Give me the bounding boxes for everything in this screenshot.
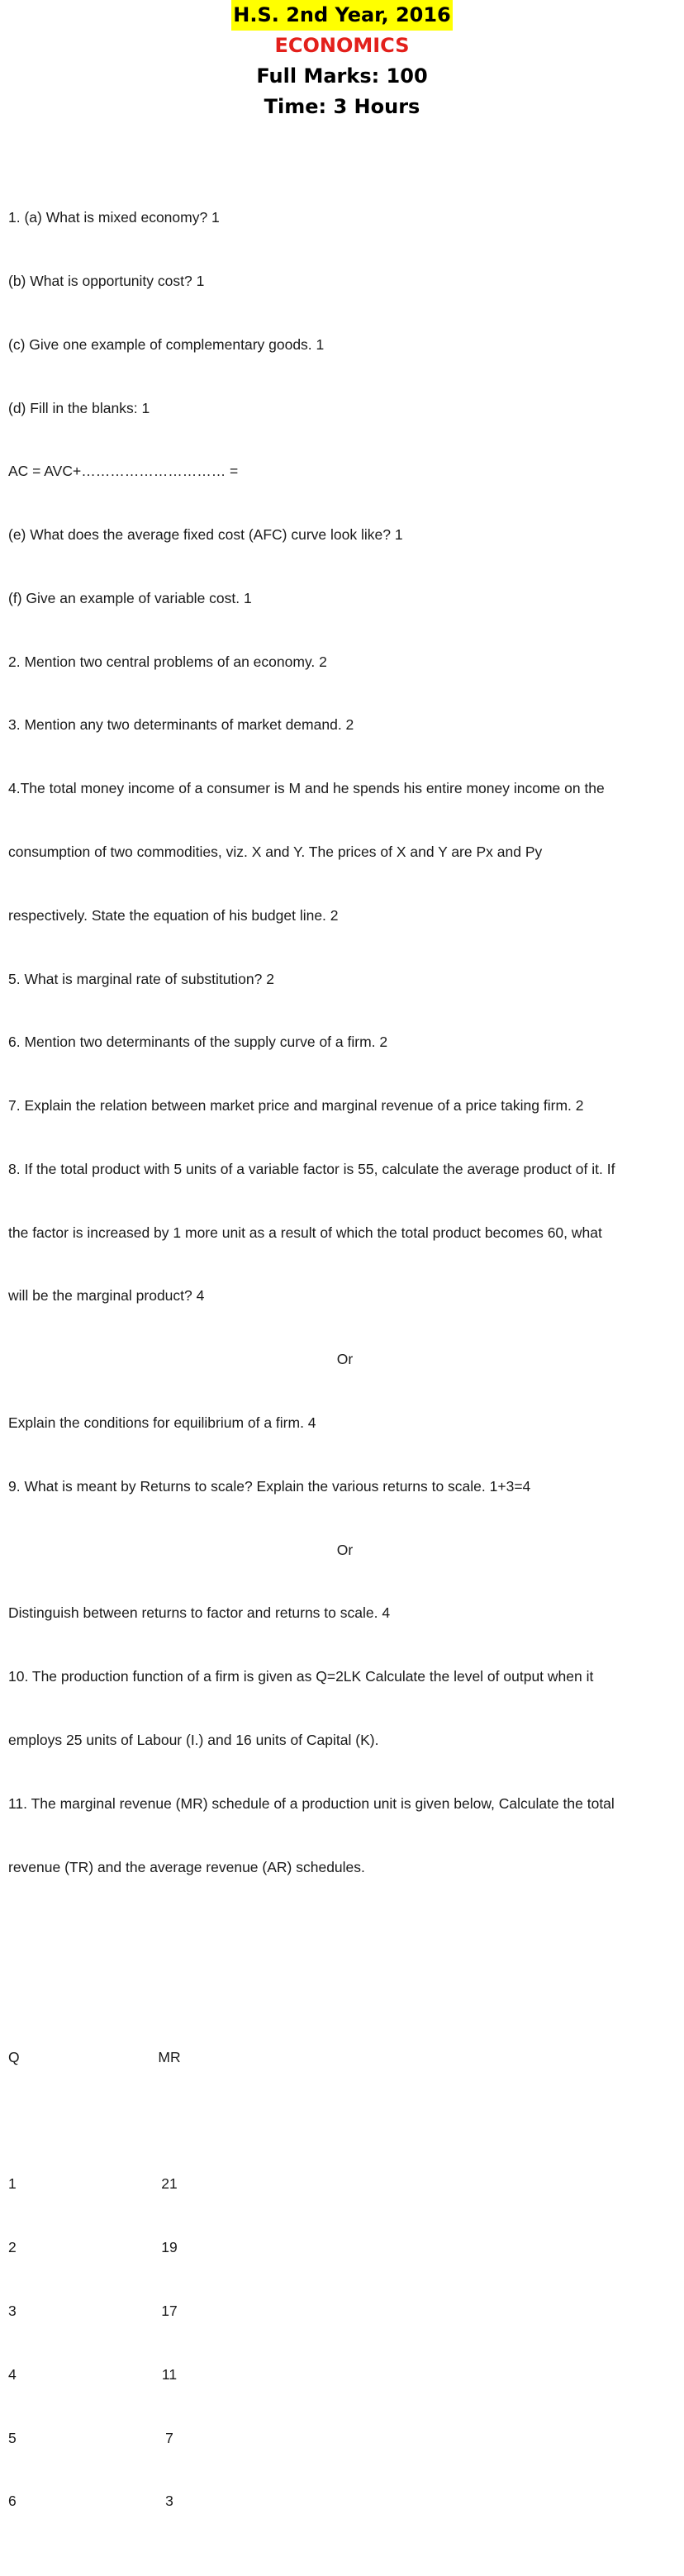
question-line: employs 25 units of Labour (I.) and 16 units of Capital (K). xyxy=(8,1731,379,1748)
q-cell: 4 xyxy=(8,2365,17,2383)
q-cell: 3 xyxy=(8,2302,17,2319)
column-header-q: Q xyxy=(8,2048,20,2065)
q-cell: 2 xyxy=(8,2239,17,2256)
question-line: 10. The production function of a firm is given as Q=2LK Calculate the level of output when it xyxy=(8,1668,594,1685)
or-separator: Or xyxy=(336,1541,354,1558)
spacer xyxy=(8,1920,682,1942)
question-line: respectively. State the equation of his budget line. 2 xyxy=(8,906,339,924)
q-cell: 5 xyxy=(8,2429,17,2446)
question-line: (c) Give one example of complementary goods. 1 xyxy=(8,335,325,353)
table-row xyxy=(8,2365,682,2386)
exam-time: Time: 3 Hours xyxy=(264,95,420,118)
table-row xyxy=(8,2301,682,2322)
table-row xyxy=(8,2428,682,2450)
question-line: 8. If the total product with 5 units of a variable factor is 55, calculate the average product of it. If xyxy=(8,1160,615,1177)
q-cell: 6 xyxy=(8,2493,17,2510)
question-line: (d) Fill in the blanks: 1 xyxy=(8,399,150,416)
question-line: Explain the conditions for equilibrium of a firm. 4 xyxy=(8,1414,316,1432)
or-separator: Or xyxy=(336,1351,354,1368)
question-line: will be the marginal product? 4 xyxy=(8,1287,205,1305)
exam-header xyxy=(0,0,684,122)
mr-cell: 19 xyxy=(161,2239,178,2256)
question-line: 6. Mention two determinants of the supply curve of a firm. 2 xyxy=(8,1034,388,1051)
full-marks: Full Marks: 100 xyxy=(256,64,428,88)
mr-schedule-table xyxy=(8,2005,682,2555)
question-line: 11. The marginal revenue (MR) schedule of a production unit is given below, Calculate the total xyxy=(8,1794,615,1812)
mr-cell: 11 xyxy=(161,2365,178,2383)
question-line: Distinguish between returns to factor and returns to scale. 4 xyxy=(8,1604,391,1622)
question-line: consumption of two commodities, viz. X and Y. The prices of X and Y are Px and Py xyxy=(8,844,543,860)
mr-cell: 17 xyxy=(161,2302,178,2319)
question-line: AC = AVC+………………………… = xyxy=(8,463,239,480)
exam-title: H.S. 2nd Year, 2016 xyxy=(231,0,453,31)
question-line: 9. What is meant by Returns to scale? Explain the various returns to scale. 1+3=4 xyxy=(8,1477,531,1495)
exam-subject: ECONOMICS xyxy=(274,34,410,57)
exam-title-line xyxy=(0,0,684,31)
question-line: 5. What is marginal rate of substitution? 2 xyxy=(8,970,274,987)
table-header-row xyxy=(8,2047,682,2069)
question-line: the factor is increased by 1 more unit as a result of which the total product becomes 60, what xyxy=(8,1224,602,1241)
question-list xyxy=(8,165,682,2576)
question-line: 3. Mention any two determinants of market demand. 2 xyxy=(8,716,354,734)
question-line: 1. (a) What is mixed economy? 1 xyxy=(8,209,220,226)
table-row xyxy=(8,2491,682,2512)
question-line: 2. Mention two central problems of an economy. 2 xyxy=(8,653,327,670)
question-line: 4.The total money income of a consumer is M and he spends his entire money income on the xyxy=(8,780,605,797)
table-row xyxy=(8,2237,682,2259)
spacer xyxy=(8,2111,682,2132)
mr-cell: 3 xyxy=(165,2493,173,2510)
question-line: (b) What is opportunity cost? 1 xyxy=(8,272,205,289)
question-line: revenue (TR) and the average revenue (AR) schedules. xyxy=(8,1858,365,1875)
mr-cell: 21 xyxy=(161,2175,178,2193)
mr-cell: 7 xyxy=(165,2429,173,2446)
table-row xyxy=(8,2174,682,2195)
question-line: (e) What does the average fixed cost (AFC) curve look like? 1 xyxy=(8,526,403,544)
question-line: (f) Give an example of variable cost. 1 xyxy=(8,589,252,606)
question-line: 7. Explain the relation between market price and marginal revenue of a price taking firm. 2 xyxy=(8,1097,584,1115)
column-header-mr: MR xyxy=(158,2048,181,2065)
q-cell: 1 xyxy=(8,2175,17,2193)
